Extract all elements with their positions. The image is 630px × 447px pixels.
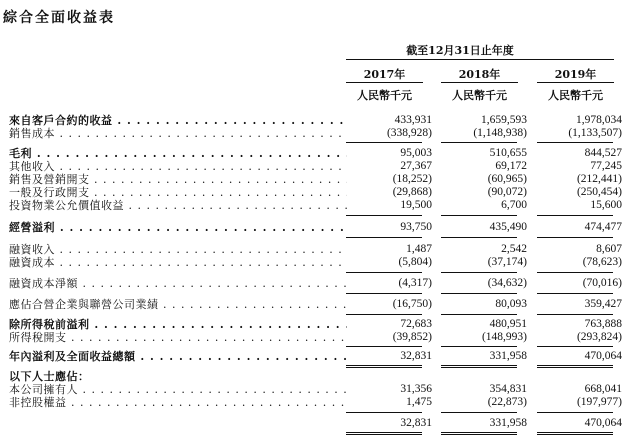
- subtotal-rule: [537, 237, 613, 238]
- value-2018: 1,659,593: [481, 114, 527, 126]
- table-row-operating-profit: [9, 221, 621, 234]
- total-rule: [441, 365, 517, 368]
- subtotal-rule: [441, 346, 517, 347]
- value-2017: 1,475: [406, 396, 432, 408]
- value-2018: 354,831: [489, 383, 527, 395]
- value-2018: (37,174): [487, 256, 527, 268]
- row-label: 銷售成本 . . .: [9, 127, 347, 140]
- value-2018: 510,655: [489, 147, 527, 159]
- table-row-revenue: [9, 114, 621, 127]
- table-row-share-of-results: [9, 298, 621, 311]
- value-2018: 69,172: [495, 160, 527, 172]
- subtotal-rule: [346, 293, 422, 294]
- row-label: 投資物業公允價值收益 . . .: [9, 199, 347, 212]
- subtotal-rule: [537, 272, 613, 273]
- subtotal-rule: [441, 215, 517, 216]
- value-2019: (293,824): [576, 331, 622, 343]
- value-2019: (78,623): [582, 256, 622, 268]
- value-2017: 1,487: [406, 243, 432, 255]
- value-2019: (70,016): [582, 277, 622, 289]
- subtotal-rule: [346, 412, 422, 413]
- year-rule: [441, 82, 518, 83]
- row-label: 除所得稅前溢利 . . .: [9, 318, 347, 331]
- value-2018: 6,700: [501, 199, 527, 211]
- value-2018: 80,093: [495, 298, 527, 310]
- year-label: 2019年: [554, 68, 597, 81]
- year-label: 2017年: [363, 68, 406, 81]
- year-rule: [537, 82, 614, 83]
- value-2017: 27,367: [400, 160, 432, 172]
- value-2019: (212,441): [576, 173, 622, 185]
- row-label: 年內溢利及全面收益總額 . . .: [9, 350, 347, 363]
- value-2019: 359,427: [584, 298, 622, 310]
- row-label: 本公司擁有人 . . .: [9, 383, 347, 396]
- total-rule: [537, 432, 613, 435]
- subtotal-rule: [441, 142, 517, 143]
- row-label: 所得稅開支 . . .: [9, 331, 347, 344]
- value-2019: 474,477: [584, 221, 622, 233]
- subtotal-rule: [537, 142, 613, 143]
- year-label: 2018年: [458, 68, 501, 81]
- value-2018: 331,958: [489, 417, 527, 429]
- table-row-attributable-total: [9, 417, 621, 430]
- value-2018: (34,632): [487, 277, 527, 289]
- value-2019: 15,600: [590, 199, 622, 211]
- row-label: 融資成本淨額 . . .: [9, 277, 347, 290]
- value-2019: (197,977): [576, 396, 622, 408]
- subtotal-rule: [441, 237, 517, 238]
- table-row-finance-costs: [9, 256, 621, 269]
- table-row-total-comprehensive-income: [9, 350, 621, 363]
- value-2019: 844,527: [584, 147, 622, 159]
- row-label: 其他收入 . . .: [9, 160, 347, 173]
- value-2017: 32,831: [400, 350, 432, 362]
- value-2017: (5,804): [398, 256, 432, 268]
- subtotal-rule: [537, 314, 613, 315]
- table-row-attributable-heading: [9, 370, 621, 383]
- row-label: 一般及行政開支 . . .: [9, 186, 347, 199]
- subtotal-rule: [537, 346, 613, 347]
- row-label: 應佔合營企業與聯營公司業績 . . .: [9, 298, 347, 311]
- value-2018: (60,965): [487, 173, 527, 185]
- page-title: 綜合全面收益表: [3, 10, 115, 26]
- row-label: 融資成本 . . .: [9, 256, 347, 269]
- subtotal-rule: [441, 293, 517, 294]
- value-2018: 331,958: [489, 350, 527, 362]
- value-2017: 95,003: [400, 147, 432, 159]
- period-header: 截至12月31日止年度: [406, 44, 514, 57]
- value-2019: (250,454): [576, 186, 622, 198]
- unit-label: 人民幣千元: [357, 89, 412, 102]
- subtotal-rule: [441, 314, 517, 315]
- value-2019: (1,133,507): [568, 127, 622, 139]
- value-2019: 8,607: [596, 243, 622, 255]
- table-row-fair-value-gain: [9, 199, 621, 212]
- value-2018: 480,951: [489, 318, 527, 330]
- value-2018: (1,148,938): [473, 127, 527, 139]
- row-label: 以下人士應佔：: [9, 370, 90, 383]
- row-label: [9, 417, 347, 430]
- value-2017: (29,868): [392, 186, 432, 198]
- value-2018: (22,873): [487, 396, 527, 408]
- subtotal-rule: [441, 272, 517, 273]
- subtotal-rule: [537, 293, 613, 294]
- table-row-cost-of-sales: [9, 127, 621, 140]
- unit-label: 人民幣千元: [452, 89, 507, 102]
- value-2017: 433,931: [394, 114, 432, 126]
- row-label: 非控股權益 . . .: [9, 396, 347, 409]
- unit-label: 人民幣千元: [548, 89, 603, 102]
- table-row-income-tax: [9, 331, 621, 344]
- value-2019: 763,888: [584, 318, 622, 330]
- subtotal-rule: [346, 314, 422, 315]
- value-2017: (18,252): [392, 173, 432, 185]
- row-label: 經營溢利 . . .: [9, 221, 347, 234]
- value-2019: 77,245: [590, 160, 622, 172]
- value-2019: 470,064: [584, 350, 622, 362]
- table-row-net-finance-costs: [9, 277, 621, 290]
- value-2017: 31,356: [400, 383, 432, 395]
- value-2017: 93,750: [400, 221, 432, 233]
- value-2019: 470,064: [584, 417, 622, 429]
- table-row-gross-profit: [9, 147, 621, 160]
- subtotal-rule: [346, 142, 422, 143]
- row-label: 毛利 . . .: [9, 147, 347, 160]
- subtotal-rule: [346, 346, 422, 347]
- value-2017: (4,317): [398, 277, 432, 289]
- table-row-admin-expenses: [9, 186, 621, 199]
- table-row-selling-expenses: [9, 173, 621, 186]
- period-header-rule: [346, 59, 614, 60]
- subtotal-rule: [537, 412, 613, 413]
- subtotal-rule: [346, 272, 422, 273]
- total-rule: [441, 432, 517, 435]
- table-row-profit-before-tax: [9, 318, 621, 331]
- value-2019: 1,978,034: [576, 114, 622, 126]
- row-label: 來自客戶合約的收益 . . .: [9, 114, 347, 127]
- subtotal-rule: [537, 215, 613, 216]
- value-2017: (338,928): [386, 127, 432, 139]
- value-2017: 19,500: [400, 199, 432, 211]
- total-rule: [537, 365, 613, 368]
- table-row-non-controlling-interests: [9, 396, 621, 409]
- value-2018: 435,490: [489, 221, 527, 233]
- table-row-owners: [9, 383, 621, 396]
- total-rule: [346, 365, 422, 368]
- value-2019: 668,041: [584, 383, 622, 395]
- table-row-finance-income: [9, 243, 621, 256]
- row-label: 銷售及營銷開支 . . .: [9, 173, 347, 186]
- year-rule: [346, 82, 423, 83]
- value-2017: (39,852): [392, 331, 432, 343]
- subtotal-rule: [346, 237, 422, 238]
- value-2017: 32,831: [400, 417, 432, 429]
- total-rule: [346, 432, 422, 435]
- table-row-other-income: [9, 160, 621, 173]
- value-2017: 72,683: [400, 318, 432, 330]
- value-2018: (90,072): [487, 186, 527, 198]
- subtotal-rule: [441, 412, 517, 413]
- value-2017: (16,750): [392, 298, 432, 310]
- row-label: 融資收入 . . .: [9, 243, 347, 256]
- value-2018: 2,542: [501, 243, 527, 255]
- value-2018: (148,993): [481, 331, 527, 343]
- subtotal-rule: [346, 215, 422, 216]
